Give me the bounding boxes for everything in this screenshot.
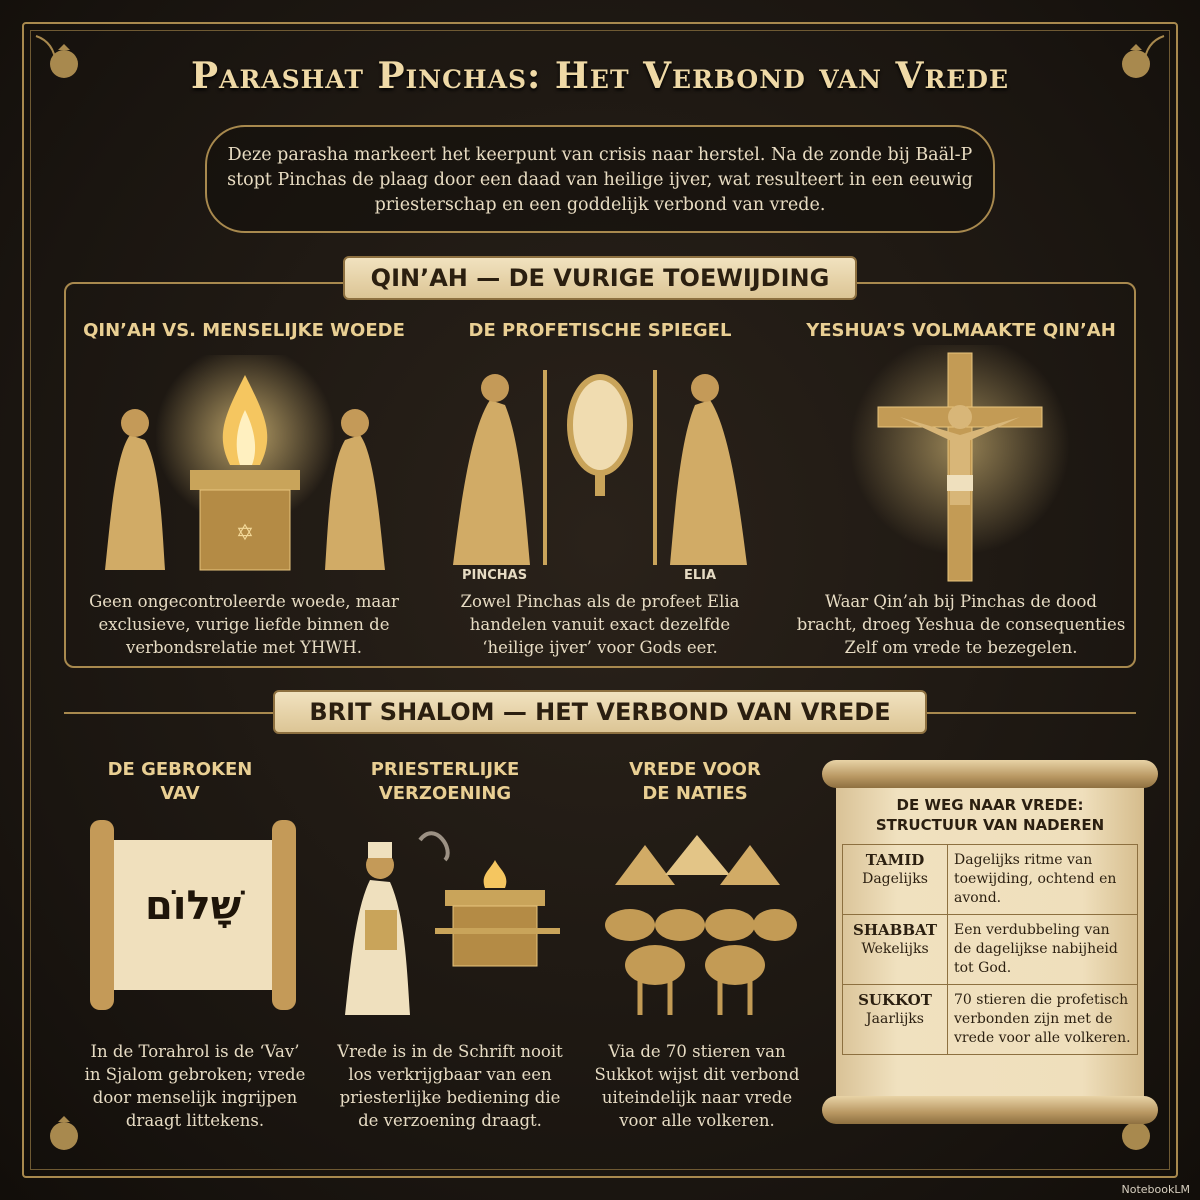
row-frequency: Wekelijks [861, 941, 929, 957]
heading-line: PRIESTERLIJKE [370, 759, 520, 780]
scroll-title [842, 795, 1138, 835]
table-row [843, 915, 1138, 985]
row-frequency: Dagelijks [862, 871, 928, 887]
pomegranate-ornament-icon [34, 34, 94, 94]
text-line: los verkrijgbaar van een [348, 1065, 552, 1084]
altar-fire-illustration [90, 355, 400, 585]
heading-line: VAV [160, 783, 200, 804]
row-name: SUKKOT [858, 991, 932, 1009]
heading-line: VREDE VOOR [629, 759, 761, 780]
table-row [843, 845, 1138, 915]
section-shalom-banner: BRIT SHALOM — HET VERBOND VAN VREDE [273, 690, 927, 734]
column-heading [330, 758, 560, 806]
prophetic-mirror-illustration [445, 360, 755, 570]
column-text [582, 1040, 812, 1132]
scroll-roll-bottom [822, 1096, 1158, 1124]
table-row [843, 985, 1138, 1055]
column-heading [80, 758, 280, 806]
text-line: In de Torahrol is de ‘Vav’ [90, 1042, 300, 1061]
cross-illustration [840, 345, 1080, 585]
hebrew-shalom: שָׁלוֹם [144, 883, 242, 929]
heading-line: VERZOENING [378, 783, 512, 804]
approach-table [842, 844, 1138, 1055]
scroll-title-line: DE WEG NAAR VREDE: [896, 796, 1084, 814]
pomegranate-ornament-icon [1106, 34, 1166, 94]
intro-line: Deze parasha markeert het keerpunt van crisis naar herstel. Na de zonde bij Baäl-P [227, 145, 973, 165]
divider [927, 712, 1136, 714]
intro-paragraph [225, 143, 975, 218]
text-line: priesterlijke bediening die [339, 1088, 561, 1107]
text-line: door menselijk ingrijpen [92, 1088, 298, 1107]
column-text [330, 1040, 570, 1132]
svg-text:✡: ✡ [235, 521, 255, 546]
heading-line: DE NATIES [642, 783, 748, 804]
text-line: exclusieve, vurige liefde binnen de [98, 615, 390, 634]
column-heading: DE PROFETISCHE SPIEGEL [468, 320, 732, 341]
column-text [70, 1040, 320, 1132]
row-description: 70 stieren die profetisch verbonden zijn met de vrede voor alle volkeren. [948, 985, 1138, 1055]
section-qinah-banner: QIN’AH — DE VURIGE TOEWIJDING [343, 256, 857, 300]
scroll-title-line: STRUCTUUR VAN NADEREN [875, 816, 1105, 834]
text-line: ‘heilige ijver’ voor Gods eer. [482, 638, 718, 657]
label-elia: ELIA [684, 568, 717, 583]
row-key [843, 985, 948, 1055]
priest-ark-illustration [335, 820, 565, 1020]
column-text [74, 590, 414, 659]
text-line: Waar Qin’ah bij Pinchas de dood [825, 592, 1097, 611]
text-line: bracht, droeg Yeshua de consequenties [796, 615, 1126, 634]
column-text [786, 590, 1136, 659]
text-line: Vrede is in de Schrift nooit [337, 1042, 563, 1061]
column-heading: YESHUA’S VOLMAAKTE QIN’AH [806, 320, 1116, 341]
text-line: voor alle volkeren. [619, 1111, 775, 1130]
row-key [843, 915, 948, 985]
page-title: Parashat Pinchas: Het Verbond van Vrede [190, 55, 1010, 97]
column-heading: QIN’AH VS. MENSELIJKE WOEDE [83, 320, 405, 341]
text-line: Zelf om vrede te bezegelen. [844, 638, 1078, 657]
label-pinchas: PINCHAS [462, 568, 528, 583]
divider [64, 712, 273, 714]
column-text [430, 590, 770, 659]
text-line: verbondsrelatie met YHWH. [126, 638, 362, 657]
scroll-roll-top [822, 760, 1158, 788]
notebooklm-credit: NotebookLM [1121, 1183, 1190, 1196]
text-line: Sukkot wijst dit verbond [594, 1065, 800, 1084]
row-key [843, 845, 948, 915]
row-name: TAMID [865, 851, 925, 869]
heading-line: DE GEBROKEN [107, 759, 253, 780]
row-description: Een verdubbeling van de dagelijkse nabijheid tot God. [948, 915, 1138, 985]
text-line: Geen ongecontroleerde woede, maar [89, 592, 399, 611]
text-line: in Sjalom gebroken; vrede [84, 1065, 306, 1084]
text-line: handelen vanuit exact dezelfde [469, 615, 731, 634]
text-line: Zowel Pinchas als de profeet Elia [460, 592, 740, 611]
row-frequency: Jaarlijks [866, 1011, 924, 1027]
row-name: SHABBAT [853, 921, 937, 939]
tents-bulls-illustration [585, 815, 810, 1025]
intro-line: stopt Pinchas de plaag door een daad van heilige ijver, wat resulteert in een eeuwig [227, 170, 973, 190]
text-line: draagt littekens. [125, 1111, 265, 1130]
intro-line: priesterschap en een goddelijk verbond van vrede. [374, 195, 826, 215]
column-heading [585, 758, 805, 806]
text-line: uiteindelijk naar vrede [601, 1088, 793, 1107]
text-line: Via de 70 stieren van [608, 1042, 786, 1061]
row-description: Dagelijks ritme van toewijding, ochtend en avond. [948, 845, 1138, 915]
text-line: de verzoening draagt. [358, 1111, 542, 1130]
